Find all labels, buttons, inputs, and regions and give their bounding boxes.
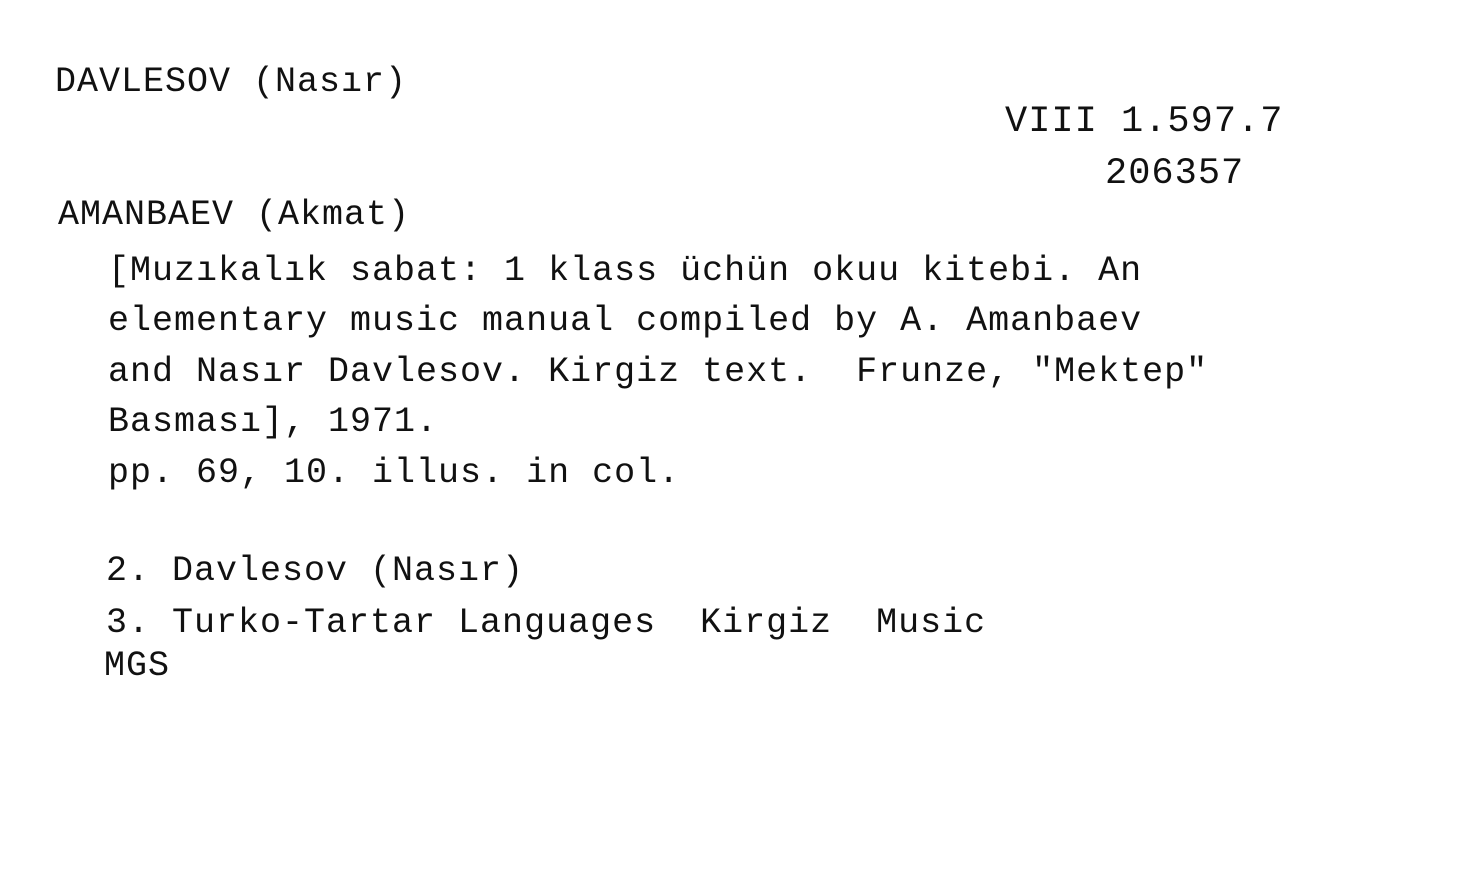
description-line: [Muzıkalık sabat: 1 klass üchün okuu kitebi. An <box>108 251 1143 291</box>
collation-line: pp. 69, 10. illus. in col. <box>108 453 681 493</box>
tracing-item: 2. Davlesov (Nasır) <box>106 551 525 591</box>
library-code: MGS <box>104 646 171 686</box>
tracing-item: 3. Turko-Tartar Languages Kirgiz Music <box>106 603 987 643</box>
description-line: elementary music manual compiled by A. Amanbaev <box>108 301 1143 341</box>
card-heading: DAVLESOV (Nasır) <box>55 62 408 102</box>
call-number: VIII 1.597.7 <box>1005 101 1284 143</box>
accession-number: 206357 <box>1105 153 1245 195</box>
main-entry: AMANBAEV (Akmat) <box>58 195 411 235</box>
description-line: and Nasır Davlesov. Kirgiz text. Frunze, "Mektep" <box>108 352 1209 392</box>
description-line: Basması], 1971. <box>108 402 439 442</box>
